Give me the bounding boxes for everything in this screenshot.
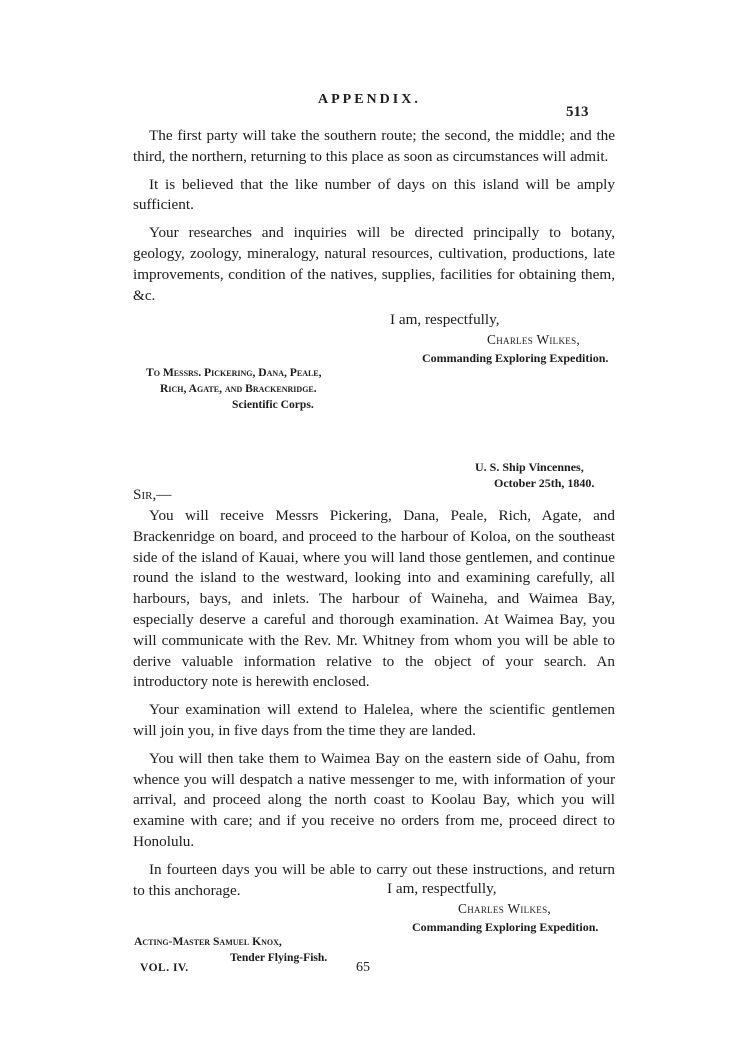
signature-mark: 65	[356, 960, 370, 975]
running-head: APPENDIX.	[318, 92, 421, 107]
addressee-line: Tender Flying-Fish.	[230, 951, 328, 964]
letter2-paragraph: You will receive Messrs Pickering, Dana, Peale, Rich, Agate, and Brackenridge on board, and proceed to the harbour of Koloa, on the southeast side of the island of Kauai, where you will land those gentlemen, and continue round the island to the westward, looking into and examining carefully, all harbours, bays, and inlets. The harbour of Waineha, and Waimea Bay, especially deserve a careful and thorough examination. At Waimea Bay, you will communicate with the Rev. Mr. Whitney from whom you will be able to derive valuable information relative to the object of your search. An introductory note is herewith enclosed.	[133, 507, 615, 691]
letter2-paragraph: You will then take them to Waimea Bay on the eastern side of Oahu, from whence you will despatch a native messenger to me, with information of your arrival, and proceed along the north coast to Koolau Bay, which you will examine with care; and if you receive no orders from me, proceed direct to Honolulu.	[133, 749, 615, 850]
addressee-line: Scientific Corps.	[232, 398, 314, 411]
letter1-signature-name: Charles Wilkes,	[487, 332, 581, 347]
letter2-dateline: U. S. Ship Vincennes,	[475, 460, 584, 474]
letter2-addressee	[230, 951, 327, 964]
addressee-line: Acting-Master Samuel Knox,	[134, 935, 282, 948]
letter2-signature-name: Charles Wilkes,	[458, 901, 552, 916]
letter2-paragraph: Your examination will extend to Halelea, where the scientific gentlemen will join you, in five days from the time they are landed.	[133, 701, 615, 739]
letter1-paragraph: It is believed that the like number of days on this island will be amply sufficient.	[133, 175, 615, 214]
letter1-paragraph: The first party will take the southern route; the second, the middle; and the third, the northern, returning to this place as soon as circumstances will admit.	[133, 127, 615, 165]
letter2-salutation: Sir,—	[133, 486, 172, 503]
letter1-paragraph: Your researches and inquiries will be directed principally to botany, geology, zoology, mineralogy, natural resources, cultivation, productions, late improvements, condition of the natives, supplies, facilities for obtaining them, &c.	[133, 224, 615, 304]
letter2-signature-title: Commanding Exploring Expedition.	[412, 920, 599, 934]
addressee-line: Rich, Agate, and Brackenridge.	[160, 382, 317, 395]
letter2-body	[133, 506, 615, 901]
volume-label: VOL. IV.	[140, 962, 189, 974]
letter1-body	[133, 126, 615, 306]
letter1-closing: I am, respectfully,	[390, 311, 500, 328]
letter1-addressee	[160, 382, 317, 395]
letter1-addressee	[232, 398, 314, 411]
letter2-paragraph: In fourteen days you will be able to carry out these instructions, and return to this anchorage.	[133, 860, 615, 899]
letter2-dateline: October 25th, 1840.	[494, 476, 595, 490]
addressee-line: To Messrs. Pickering, Dana, Peale,	[146, 366, 322, 379]
letter1-signature-title: Commanding Exploring Expedition.	[422, 351, 609, 365]
letter2-addressee	[134, 935, 282, 948]
letter1-addressee	[146, 366, 322, 379]
letter2-closing: I am, respectfully,	[387, 880, 497, 897]
page-number: 513	[566, 104, 589, 120]
